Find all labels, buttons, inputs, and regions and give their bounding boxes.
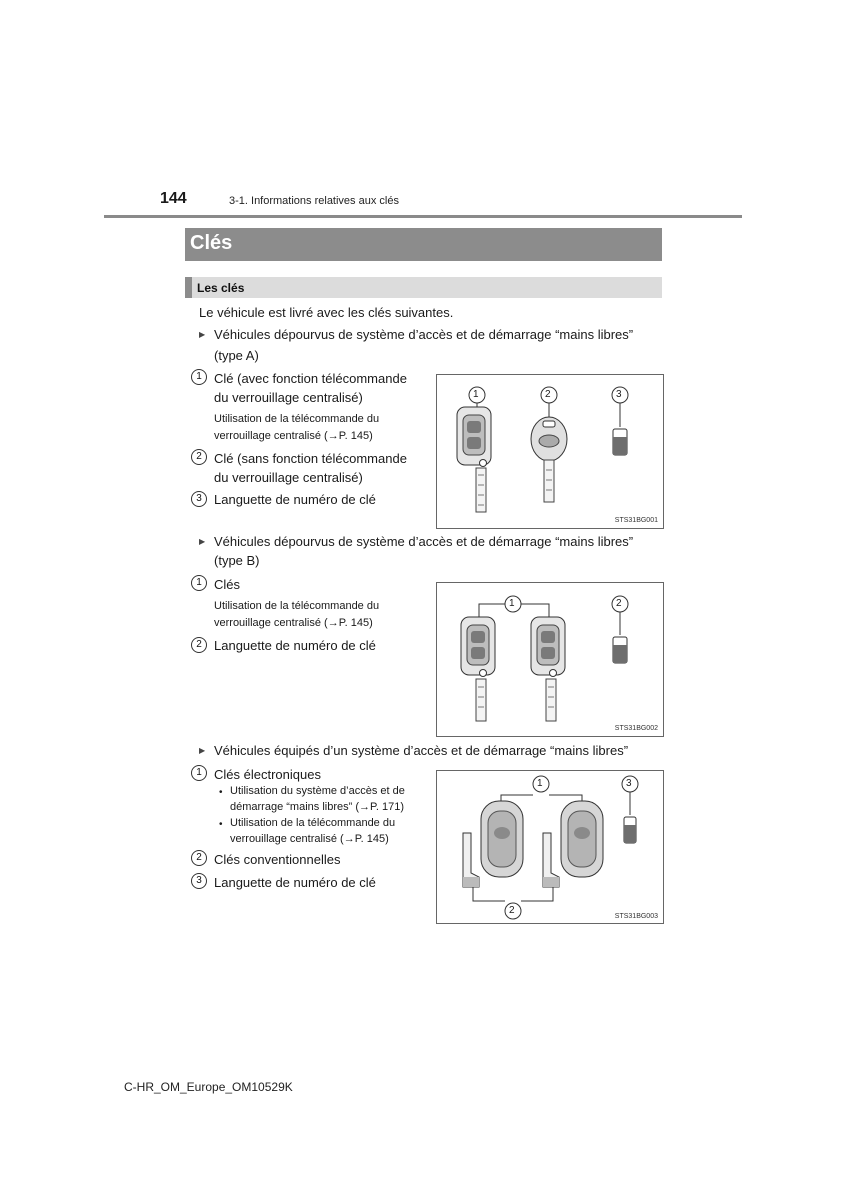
item-number-2: 2 xyxy=(191,637,207,653)
group-b-heading-type: (type B) xyxy=(214,553,260,568)
group-c-bullet2-line2: verrouillage centralisé (→P. 145) xyxy=(230,833,389,845)
figure-code: STS31BG002 xyxy=(614,725,658,732)
group-b-item1-note1: Utilisation de la télécommande du xyxy=(214,600,380,612)
group-b-heading: Véhicules dépourvus de système d’accès et de démarrage “mains libres” xyxy=(214,534,634,549)
figure-smart-keys xyxy=(436,770,664,924)
fig-callout-3: 3 xyxy=(616,389,622,400)
item-number-2: 2 xyxy=(191,449,207,465)
figure-code: STS31BG001 xyxy=(614,517,658,524)
group-b-item1-line1: Clés xyxy=(214,577,241,592)
subsection-marker xyxy=(185,277,192,298)
document-code: C-HR_OM_Europe_OM10529K xyxy=(124,1080,293,1094)
group-a-item1-note1: Utilisation de la télécommande du xyxy=(214,413,380,425)
fig-callout-1: 1 xyxy=(509,598,515,609)
figure-keys-type-a xyxy=(436,374,664,529)
section-title-bar xyxy=(185,228,662,261)
figure-code: STS31BG003 xyxy=(614,913,658,920)
group-a-item1-line2: du verrouillage centralisé) xyxy=(214,390,363,405)
item-number-3: 3 xyxy=(191,873,207,889)
item-number-3: 3 xyxy=(191,491,207,507)
item-number-1: 1 xyxy=(191,575,207,591)
group-c-bullet1-line2: démarrage “mains libres” (→P. 171) xyxy=(230,801,405,813)
item-number-1: 1 xyxy=(191,369,207,385)
group-a-item2-line1: Clé (sans fonction télécommande xyxy=(214,451,407,466)
fig-callout-2: 2 xyxy=(616,598,622,609)
group-c-bullet2-line1: Utilisation de la télécommande du xyxy=(230,817,396,829)
fig-callout-3: 3 xyxy=(626,778,632,789)
fig-callout-1: 1 xyxy=(473,389,479,400)
group-b-item1-note2: verrouillage centralisé (→P. 145) xyxy=(214,617,373,629)
group-a-item1-note2: verrouillage centralisé (→P. 145) xyxy=(214,430,373,442)
fig-callout-1: 1 xyxy=(537,778,543,789)
group-c-bullet1-line1: Utilisation du système d’accès et de xyxy=(230,785,405,797)
chapter-title: 3-1. Informations relatives aux clés xyxy=(229,195,399,207)
triangle-bullet-icon: ▶ xyxy=(199,330,206,339)
group-a-item3-line1: Languette de numéro de clé xyxy=(214,492,376,507)
bullet-dot-icon: • xyxy=(219,819,223,830)
group-b-item2-line1: Languette de numéro de clé xyxy=(214,638,376,653)
subsection-title: Les clés xyxy=(197,281,245,295)
fig-callout-2: 2 xyxy=(545,389,551,400)
intro-text: Le véhicule est livré avec les clés suivantes. xyxy=(199,305,454,320)
item-number-1: 1 xyxy=(191,765,207,781)
group-a-heading-type: (type A) xyxy=(214,348,259,363)
fig-callout-2: 2 xyxy=(509,905,515,916)
triangle-bullet-icon: ▶ xyxy=(199,746,206,755)
group-c-item2-line1: Clés conventionnelles xyxy=(214,852,341,867)
figure-keys-type-b xyxy=(436,582,664,737)
group-a-item1-line1: Clé (avec fonction télécommande xyxy=(214,371,407,386)
triangle-bullet-icon: ▶ xyxy=(199,537,206,546)
item-number-2: 2 xyxy=(191,850,207,866)
group-c-heading: Véhicules équipés d’un système d’accès et de démarrage “mains libres” xyxy=(214,743,629,758)
bullet-dot-icon: • xyxy=(219,787,223,798)
group-a-item2-line2: du verrouillage centralisé) xyxy=(214,470,363,485)
group-c-item1-line1: Clés électroniques xyxy=(214,767,321,782)
group-a-heading: Véhicules dépourvus de système d’accès et de démarrage “mains libres” xyxy=(214,327,634,342)
group-c-item3-line1: Languette de numéro de clé xyxy=(214,875,376,890)
keys-type-b-illustration xyxy=(437,583,663,736)
page-number: 144 xyxy=(160,190,187,207)
header-divider xyxy=(104,215,742,218)
smart-keys-illustration xyxy=(437,771,663,923)
section-title: Clés xyxy=(190,232,233,254)
subsection-bar xyxy=(185,277,662,298)
